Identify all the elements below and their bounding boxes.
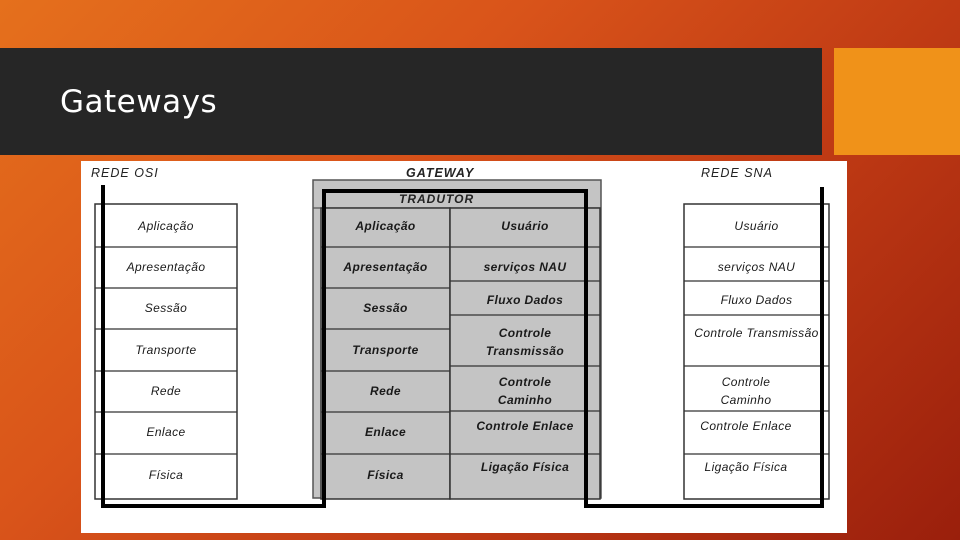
sna-column: [684, 204, 829, 499]
gateway-osi-layer: Apresentação: [343, 260, 428, 274]
sna-layer: Usuário: [734, 219, 779, 233]
sna-layer: Fluxo Dados: [720, 293, 793, 307]
sna-header: REDE SNA: [701, 166, 773, 180]
gateway-osi-layer: Aplicação: [355, 219, 416, 233]
slide-title: Gateways: [60, 84, 218, 120]
gateway-sna-layer: serviços NAU: [483, 260, 567, 274]
osi-layer: Enlace: [146, 425, 186, 439]
sna-layer: Controle Transmissão: [694, 326, 819, 340]
gateway-diagram: [81, 161, 847, 533]
gateway-osi-layer: Sessão: [363, 301, 408, 315]
gateway-osi-layer: Física: [367, 468, 404, 482]
sna-layer: Controle Enlace: [700, 419, 792, 433]
sna-layer: Ligação Física: [704, 460, 788, 474]
gateway-sna-layer: Controle Enlace: [476, 419, 574, 433]
sna-layer: Controle Caminho: [720, 375, 772, 407]
accent-block: [834, 48, 960, 155]
osi-header: REDE OSI: [91, 166, 159, 180]
gateway-sna-layer: Fluxo Dados: [486, 293, 564, 307]
gateway-osi-layer: Enlace: [364, 425, 407, 439]
gateway-sna-layer: Ligação Física: [480, 460, 570, 474]
osi-layer: Apresentação: [126, 260, 206, 274]
sna-layer: serviços NAU: [717, 260, 796, 274]
translator-header: TRADUTOR: [399, 192, 475, 206]
osi-layer: Física: [148, 468, 184, 482]
gateway-header: GATEWAY: [406, 166, 475, 180]
gateway-osi-layer: Rede: [370, 384, 401, 398]
osi-layer: Rede: [150, 384, 182, 398]
gateway-sna-layer: Usuário: [501, 219, 549, 233]
osi-layer: Sessão: [144, 301, 188, 315]
gateway-osi-layer: Transporte: [352, 343, 419, 357]
osi-layer: Transporte: [135, 343, 197, 357]
gateway-sna-layer: Controle Transmissão: [485, 326, 565, 358]
gateway-sna-layer: Controle Caminho: [497, 375, 553, 407]
osi-layer: Aplicação: [138, 219, 194, 233]
